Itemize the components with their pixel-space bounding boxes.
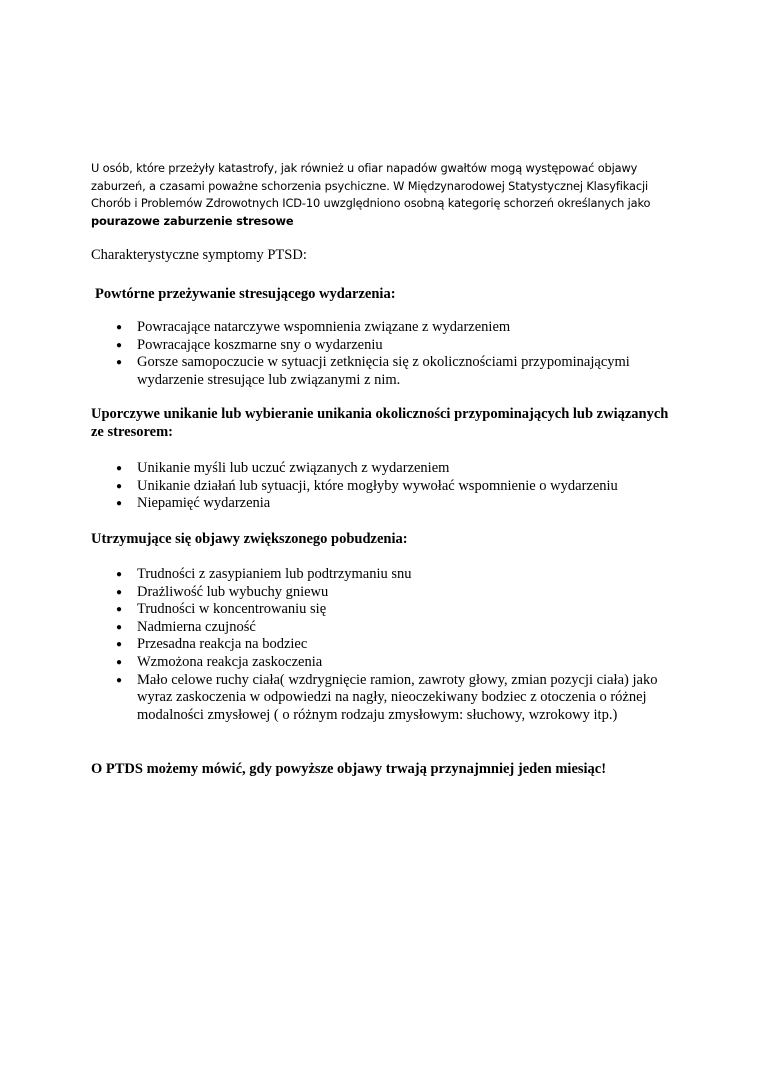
list-item	[91, 566, 681, 584]
list-item	[91, 478, 681, 496]
list-item-text: Mało celowe ruchy ciała( wzdrygnięcie ramion, zawroty głowy, zmian pozycji ciała) jako wyraz zaskoczenia w odpowiedzi na nagły, nieoczekiwany bodziec z otoczenia o różnej modalności zmysłowej ( o różnym rodzaju zmysłowym: słuchowy, wzrokowy itp.)	[137, 671, 658, 723]
list-item	[91, 619, 681, 637]
symptoms-title: Charakterystyczne symptomy PTSD:	[91, 247, 307, 263]
list-item-text: Trudności z zasypianiem lub podtrzymaniu snu	[137, 566, 412, 582]
bullet-icon: ●	[116, 480, 123, 492]
list-item-text: Trudności w koncentrowaniu się	[137, 601, 327, 618]
bullet-icon: ●	[116, 339, 123, 351]
conclusion: O PTDS możemy mówić, gdy powyższe objawy trwają przynajmniej jeden miesiąc!	[91, 761, 607, 777]
bullet-icon: ●	[116, 639, 123, 651]
intro-bold-term: pourazowe zaburzenie stresowe	[91, 213, 294, 228]
bullet-icon: ●	[116, 604, 123, 616]
list-item-text: Nadmierna czujność	[137, 618, 256, 635]
list-item-text: Przesadna reakcja na bodziec	[137, 636, 308, 653]
section-list-arousal	[91, 566, 681, 724]
list-item	[91, 495, 681, 513]
section-heading-avoidance: Uporczywe unikanie lub wybieranie unikania okoliczności przypominających lub związanych ze stresorem:	[91, 406, 669, 440]
section-list-avoidance	[91, 460, 681, 513]
list-item	[91, 319, 681, 337]
list-item-text: Wzmożona reakcja zaskoczenia	[137, 653, 323, 670]
intro-text: U osób, które przeżyły katastrofy, jak również u ofiar napadów gwałtów mogą występować objawy zaburzeń, a czasami poważne schorzenia psychiczne. W Międzynarodowej Statystycznej Klasyfikacji Chorób i Problemów Zdrowotnych ICD-10 uwzględniono osobną kategorię schorzeń określanych jako	[91, 161, 651, 210]
bullet-icon: ●	[116, 674, 123, 686]
list-item	[91, 636, 681, 654]
list-item	[91, 584, 681, 602]
bullet-icon: ●	[116, 357, 123, 369]
bullet-icon: ●	[116, 463, 123, 474]
list-item-text: Unikanie działań lub sytuacji, które mogłyby wywołać wspomnienie o wydarzeniu	[137, 477, 618, 494]
section-list-reexperiencing	[91, 319, 681, 389]
bullet-icon: ●	[116, 656, 123, 668]
bullet-icon: ●	[116, 498, 123, 510]
list-item	[91, 601, 681, 619]
list-item-text: Gorsze samopoczucie w sytuacji zetknięcia się z okolicznościami przypominającymi wydarzenie stresujące lub związanymi z nim.	[137, 354, 630, 388]
section-heading-arousal: Utrzymujące się objawy zwiększonego pobudzenia:	[91, 531, 408, 547]
list-item	[91, 337, 681, 355]
list-item-text: Drażliwość lub wybuchy gniewu	[137, 583, 329, 600]
bullet-icon: ●	[116, 322, 123, 333]
list-item	[91, 654, 681, 672]
list-item-text: Unikanie myśli lub uczuć związanych z wydarzeniem	[137, 460, 450, 476]
bullet-icon: ●	[116, 621, 123, 633]
list-item-text: Niepamięć wydarzenia	[137, 495, 271, 512]
list-item	[91, 460, 681, 478]
list-item-text: Powracające natarczywe wspomnienia związane z wydarzeniem	[137, 319, 511, 335]
list-item	[91, 354, 681, 389]
list-item-text: Powracające koszmarne sny o wydarzeniu	[137, 336, 383, 353]
bullet-icon: ●	[116, 586, 123, 598]
intro-paragraph	[91, 160, 681, 230]
section-heading-reexperiencing: Powtórne przeżywanie stresującego wydarzenia:	[95, 286, 396, 302]
list-item	[91, 672, 681, 725]
bullet-icon: ●	[116, 569, 123, 580]
